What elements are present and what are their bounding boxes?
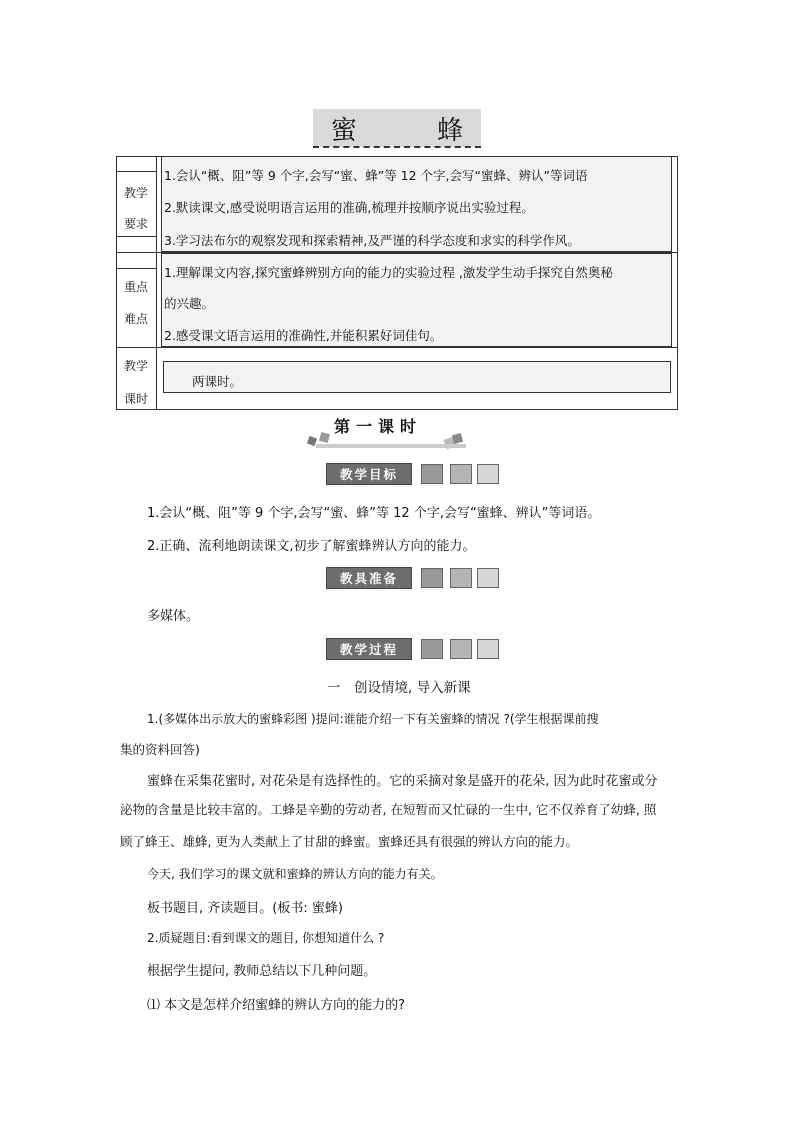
section-tag-prep: 教具准备: [326, 567, 412, 589]
row-label: 要求: [123, 217, 148, 231]
goal-item: 1.会认“概、阻”等 9 个字,会写“蜜、蜂”等 12 个字,会写“蜜蜂、辨认”等词语。: [147, 506, 601, 521]
row-label: 难点: [123, 312, 148, 326]
title-banner: [313, 109, 500, 147]
decor-square: [450, 464, 472, 484]
table-line: [116, 347, 678, 348]
paragraph-line: 今天, 我们学习的课文就和蜜蜂的辨认方向的能力有关。: [147, 867, 443, 881]
paragraph-line: 根据学生提问, 教师总结以下几种问题。: [147, 964, 377, 979]
lesson-title: 第一课时: [334, 417, 423, 436]
decor-square: [450, 639, 472, 659]
title-underline: [313, 146, 481, 148]
prep-text: 多媒体。: [147, 609, 200, 624]
focus-item: 的兴趣。: [164, 296, 215, 311]
paragraph-line: 板书题目, 齐读题目。(板书: 蜜蜂): [147, 901, 343, 916]
decor-square: [477, 639, 499, 659]
row-label: 教学: [123, 186, 148, 200]
section-tag-goals: 教学目标: [326, 463, 412, 485]
table-divider: [156, 156, 157, 410]
table-line: [116, 268, 156, 269]
decor-square: [421, 464, 443, 484]
requirement-item: 3.学习法布尔的观察发现和探索精神,及严谨的科学态度和求实的科学作风。: [164, 233, 580, 248]
focus-item: 2.感受课文语言运用的准确性,并能积累好词佳句。: [164, 328, 443, 343]
decor-square: [421, 568, 443, 588]
paragraph-line: 顾了蜂王、雄蜂, 更为人类献上了甘甜的蜂蜜。蜜蜂还具有很强的辨认方向的能力。: [120, 834, 578, 849]
table-line: [116, 236, 156, 237]
row-label: 课时: [123, 392, 148, 406]
hours-value: 两课时。: [192, 374, 243, 389]
step-title: 一 创设情境, 导入新课: [327, 680, 471, 696]
decor-square: [319, 432, 330, 443]
paragraph-line: ⑴ 本文是怎样介绍蜜蜂的辨认方向的能力的?: [147, 998, 406, 1013]
decor-square: [477, 464, 499, 484]
decor-square: [421, 639, 443, 659]
focus-item: 1.理解课文内容,探究蜜蜂辨别方向的能力的实验过程 ,激发学生动手探究自然奥秘: [164, 265, 613, 280]
decor-square: [450, 568, 472, 588]
table-line: [116, 171, 156, 172]
paragraph-line: 蜜蜂在采集花蜜时, 对花朵是有选择性的。它的采摘对象是盛开的花朵, 因为此时花蜜或分: [147, 774, 658, 789]
decor-bar: [316, 444, 466, 448]
decor-square: [477, 568, 499, 588]
decor-square: [452, 433, 463, 444]
paragraph-line: 集的资料回答): [120, 742, 200, 757]
section-tag-process: 教学过程: [326, 638, 412, 660]
requirement-item: 2.默读课文,感受说明语言运用的准确,梳理并按顺序说出实验过程。: [164, 200, 534, 215]
goal-item: 2.正确、流利地朗读课文,初步了解蜜蜂辨认方向的能力。: [147, 539, 476, 554]
row-label: 重点: [123, 280, 148, 294]
row-label: 教学: [123, 359, 148, 373]
paragraph-line: 1.(多媒体出示放大的蜜蜂彩图 )提问:谁能介绍一下有关蜜蜂的情况 ?(学生根据课前搜: [147, 712, 599, 726]
page-title: 蜜 蜂: [330, 115, 500, 146]
paragraph-line: 2.质疑题目:看到课文的题目, 你想知道什么 ?: [147, 931, 385, 945]
paragraph-line: 泌物的含量是比较丰富的。工蜂是辛勤的劳动者, 在短暂而又忙碌的一生中, 它不仅养育了幼蜂, 照: [120, 802, 657, 817]
requirement-item: 1.会认“概、阻”等 9 个字,会写“蜜、蜂”等 12 个字,会写“蜜蜂、辨认”等词语: [164, 168, 588, 183]
